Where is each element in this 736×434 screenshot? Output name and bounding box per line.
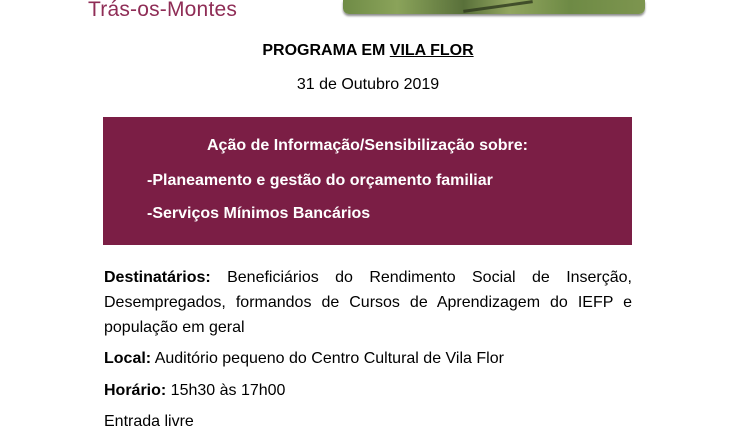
admission-line: Entrada livre <box>104 413 194 430</box>
region-label: Trás-os-Montes <box>88 0 238 21</box>
recipients-line <box>104 265 632 290</box>
photo-detail <box>463 0 533 13</box>
recipients-label: Destinatários: <box>104 269 211 286</box>
schedule-line <box>104 378 632 403</box>
info-box-heading: Ação de Informação/Sensibilização sobre: <box>207 137 528 154</box>
recipients-paragraph <box>104 265 632 340</box>
header-photo <box>343 0 645 14</box>
venue-value: Auditório pequeno do Centro Cultural de Vila Flor <box>151 350 504 367</box>
recipients-line: população em geral <box>104 319 245 336</box>
event-date: 31 de Outubro 2019 <box>296 76 440 93</box>
info-box <box>103 117 632 245</box>
program-title <box>0 42 736 60</box>
schedule-label: Horário: <box>104 382 167 399</box>
schedule-value: 15h30 às 17h00 <box>166 382 286 399</box>
recipients-text: Beneficiários do Rendimento Social de Inserção, <box>210 269 632 286</box>
venue-line <box>104 346 632 371</box>
venue-label: Local: <box>104 350 152 367</box>
info-box-topic: -Serviços Mínimos Bancários <box>147 205 371 222</box>
recipients-line: Desempregados, formandos de Cursos de Aprendizagem do IEFP e <box>104 294 632 311</box>
program-place: VILA FLOR <box>389 42 474 59</box>
info-box-topic: -Planeamento e gestão do orçamento familiar <box>147 172 493 189</box>
program-title-prefix: PROGRAMA EM <box>262 42 390 59</box>
